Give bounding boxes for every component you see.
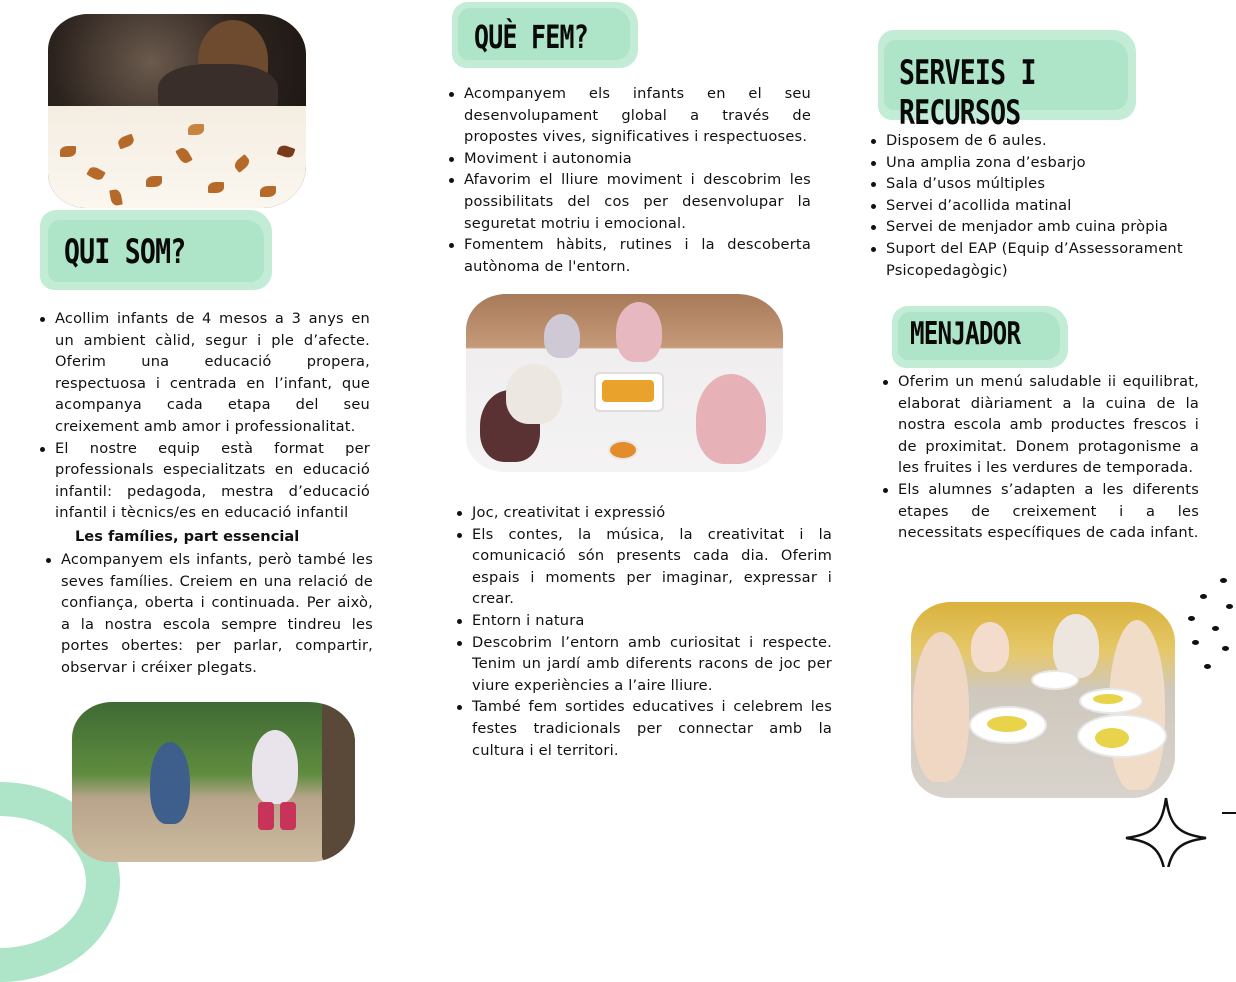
sparkle-star-icon	[1124, 796, 1208, 867]
heading-que-fem: QUÈ FEM?	[474, 18, 588, 56]
list-item: Els alumnes s’adapten a les diferents etapes de creixement i a les necessitats específiques de cada infant.	[879, 479, 1199, 544]
families-list	[42, 549, 373, 679]
photo-children-playing-on-floor	[466, 294, 783, 472]
photo-children-eating-lunch	[911, 602, 1175, 798]
list-item: Acollim infants de 4 mesos a 3 anys en un ambient càlid, segur i ple d’afecte. Oferim una educació propera, respectuosa i centrada en l’infant, que acompanya cada etapa del seu creixement amb amor i professionalitat.	[36, 308, 370, 438]
qui-som-list	[36, 308, 370, 524]
list-item: Suport del EAP (Equip d’Assessorament Psicopedagògic)	[867, 238, 1207, 281]
photo-child-with-leaves	[48, 14, 306, 208]
list-item: Afavorim el lliure moviment i descobrim les possibilitats del cos per desenvolupar la seguretat motriu i emocional.	[445, 169, 811, 234]
heading-menjador: MENJADOR	[910, 316, 1021, 352]
list-item: Servei d’acollida matinal	[867, 195, 1207, 217]
families-subtitle: Les famílies, part essencial	[75, 528, 300, 545]
photo-children-in-garden	[72, 702, 355, 862]
que-fem-list-top	[445, 83, 811, 277]
list-item: Moviment i autonomia	[445, 148, 811, 170]
menjador-list	[879, 371, 1199, 544]
heading-qui-som: QUI SOM?	[64, 232, 186, 272]
decorative-dash	[1222, 812, 1236, 814]
heading-serveis-i-recursos: SERVEIS I RECURSOS	[899, 53, 1036, 133]
que-fem-list-bottom	[453, 502, 832, 761]
list-item: Entorn i natura	[453, 610, 832, 632]
list-item: Fomentem hàbits, rutines i la descoberta autònoma de l'entorn.	[445, 234, 811, 277]
list-item: Oferim un menú saludable ii equilibrat, elaborat diàriament a la cuina de la nostra escola amb productes frescos i de proximitat. Donem protagonisme a les fruites i les verdures de temporada.	[879, 371, 1199, 479]
list-item: Sala d’usos múltiples	[867, 173, 1207, 195]
serveis-list	[867, 130, 1207, 281]
list-item: Acompanyem els infants en el seu desenvolupament global a través de propostes vives, significatives i respectuoses.	[445, 83, 811, 148]
list-item: Disposem de 6 aules.	[867, 130, 1207, 152]
list-item: Descobrim l’entorn amb curiositat i respecte. Tenim un jardí amb diferents racons de joc per viure experiències a l’aire lliure.	[453, 632, 832, 697]
list-item: Acompanyem els infants, però també les seves famílies. Creiem en una relació de confiança, oberta i continuada. Per això, a la nostra escola sempre tindreu les portes obertes: per parlar, compartir, observar i créixer plegats.	[42, 549, 373, 679]
list-item: El nostre equip està format per professionals especialitzats en educació infantil: pedagoda, mestra d’educació infantil i tècnics/es en educació infantil	[36, 438, 370, 524]
list-item: Servei de menjador amb cuina pròpia	[867, 216, 1207, 238]
list-item: També fem sortides educatives i celebrem les festes tradicionals per connectar amb la cultura i el territori.	[453, 696, 832, 761]
list-item: Joc, creativitat i expressió	[453, 502, 832, 524]
list-item: Els contes, la música, la creativitat i la comunicació són presents cada dia. Oferim espais i moments per imaginar, expressar i crear.	[453, 524, 832, 610]
list-item: Una amplia zona d’esbarjo	[867, 152, 1207, 174]
